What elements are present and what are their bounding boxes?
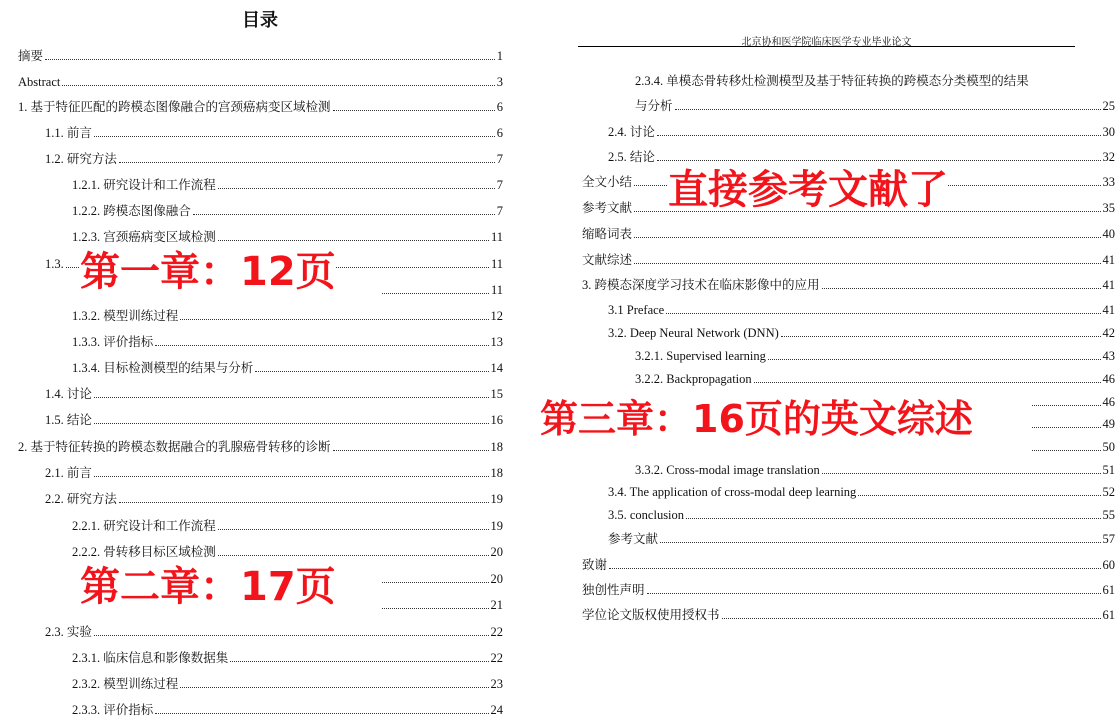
toc-leader-dots [382,608,489,609]
toc-entry [72,676,503,692]
toc-entry-page-number: 16 [490,413,503,427]
toc-entry [635,73,1029,89]
toc-entry-page-number: 40 [1102,227,1115,241]
toc-entry [608,124,1115,140]
toc-entry-label: 1.3.4. 目标检测模型的结果与分析 [72,361,254,375]
toc-entry-label: 2.1. 前言 [45,466,92,480]
toc-entry-label: 1.3.3. 评价指标 [72,335,154,349]
toc-entry-label: 2.2.2. 骨转移目标区域检测 [72,545,216,559]
toc-entry [18,99,503,115]
toc-entry-page-number: 57 [1102,532,1115,546]
toc-leader-dots [647,593,1101,594]
toc-entry-page-number: 7 [496,152,503,166]
toc-entry-page-number: 21 [490,598,503,612]
toc-entry-page-number: 11 [490,257,503,271]
toc-leader-dots [382,293,489,294]
toc-entry-page-number: 46 [1102,372,1115,386]
toc-leader-dots [657,160,1101,161]
toc-entry-page-number: 32 [1102,150,1115,164]
toc-entry-label: 1.3.2. 模型训练过程 [72,309,179,323]
toc-entry [635,371,1115,387]
toc-entry-label: 独创性声明 [582,583,645,597]
toc-entry [72,229,503,245]
page-header: 北京协和医学院临床医学专业毕业论文 [741,37,912,48]
toc-entry-page-number: 43 [1102,349,1115,363]
toc-title: 目录 [242,10,278,31]
toc-leader-dots [180,687,488,688]
toc-entry-page-number: 49 [1102,417,1115,431]
toc-entry-page-number: 7 [496,178,503,192]
toc-entry-page-number: 46 [1102,395,1115,409]
references-annotation: 直接参考文献了 [668,167,948,213]
toc-entry-page-number: 52 [1102,485,1115,499]
toc-leader-dots [62,85,494,86]
toc-entry [72,334,503,350]
toc-entry [582,226,1115,242]
toc-entry-label: 2.2.1. 研究设计和工作流程 [72,519,216,533]
toc-entry-label: 2.3. 实验 [45,625,92,639]
toc-entry [45,624,503,640]
toc-entry-page-number: 24 [490,703,503,717]
toc-entry [45,412,503,428]
toc-entry [608,531,1115,547]
toc-entry [72,544,503,560]
toc-entry-label: 2. 基于特征转换的跨模态数据融合的乳腺癌骨转移的诊断 [18,440,331,454]
toc-leader-dots [255,371,488,372]
toc-leader-dots [94,423,489,424]
toc-leader-dots [119,162,495,163]
toc-entry [635,348,1115,364]
toc-entry-page-number: 55 [1102,508,1115,522]
toc-leader-dots [94,635,489,636]
toc-entry [582,582,1115,598]
toc-entry-page-number: 33 [1102,175,1115,189]
toc-entry-page-number: 7 [496,204,503,218]
toc-leader-dots [94,136,495,137]
toc-leader-dots [45,59,495,60]
header-rule [578,46,1075,47]
toc-entry-page-number: 50 [1102,440,1115,454]
toc-entry [18,439,503,455]
toc-entry-label: 3.5. conclusion [608,508,685,522]
toc-entry-page-number: 42 [1102,326,1115,340]
toc-entry-label: 2.3.2. 模型训练过程 [72,677,179,691]
toc-entry [1030,416,1115,432]
toc-entry-label: 2.3.3. 评价指标 [72,703,154,717]
toc-entry [72,308,503,324]
toc-entry [582,607,1115,623]
toc-entry [72,360,503,376]
toc-leader-dots [1032,405,1101,406]
toc-entry-page-number: 6 [496,100,503,114]
toc-leader-dots [218,240,489,241]
toc-entry [380,597,503,613]
toc-entry [608,484,1115,500]
toc-leader-dots [754,382,1101,383]
toc-entry [72,650,503,666]
toc-entry-label: 1.5. 结论 [45,413,92,427]
toc-leader-dots [333,450,489,451]
toc-leader-dots [193,214,495,215]
toc-leader-dots [230,661,488,662]
left-toc-page [0,0,520,719]
toc-entry-label: 3.3.2. Cross-modal image translation [635,463,820,477]
toc-entry-label: Abstract [18,75,61,89]
toc-entry-page-number: 13 [490,335,503,349]
toc-leader-dots [1032,450,1101,451]
toc-entry-page-number: 18 [490,440,503,454]
toc-entry [608,302,1115,318]
toc-leader-dots [155,713,488,714]
toc-leader-dots [822,473,1101,474]
toc-entry-label: 1.2. 研究方法 [45,152,117,166]
toc-entry-label: 1.2.1. 研究设计和工作流程 [72,178,216,192]
toc-entry-page-number: 61 [1102,583,1115,597]
toc-leader-dots [858,495,1100,496]
toc-entry [380,282,503,298]
chapter1-annotation: 第一章：12页 [80,249,336,295]
toc-leader-dots [333,110,495,111]
toc-entry [72,702,503,718]
toc-entry [45,386,503,402]
toc-entry [380,571,503,587]
toc-entry-label: 致谢 [582,558,608,572]
toc-entry [45,125,503,141]
toc-entry-page-number: 19 [490,492,503,506]
toc-entry-page-number: 1 [496,49,503,63]
toc-entry-label: 参考文献 [582,201,633,215]
toc-entry [608,149,1115,165]
toc-entry [45,491,503,507]
toc-entry-label: 3.2. Deep Neural Network (DNN) [608,326,779,340]
toc-entry-label: 全文小结 [582,175,633,189]
toc-entry-page-number: 14 [490,361,503,375]
toc-entry-label: 文献综述 [582,253,633,267]
toc-entry-page-number: 20 [490,572,503,586]
toc-entry-label: 与分析 [635,99,673,113]
toc-entry-page-number: 35 [1102,201,1115,215]
toc-entry [635,98,1115,114]
toc-leader-dots [675,109,1101,110]
toc-entry-page-number: 41 [1102,278,1115,292]
toc-leader-dots [768,359,1101,360]
toc-leader-dots [822,288,1101,289]
toc-entry-page-number: 22 [490,625,503,639]
toc-entry [72,518,503,534]
toc-leader-dots [781,336,1101,337]
toc-entry-label: 缩略词表 [582,227,633,241]
toc-leader-dots [634,237,1100,238]
toc-entry [18,74,503,90]
toc-entry-page-number: 60 [1102,558,1115,572]
toc-entry [72,177,503,193]
toc-leader-dots [609,568,1100,569]
toc-entry-label: 1.1. 前言 [45,126,92,140]
toc-entry-page-number: 23 [490,677,503,691]
toc-entry-label: 1.2.2. 跨模态图像融合 [72,204,191,218]
toc-entry-page-number: 19 [490,519,503,533]
toc-entry [582,252,1115,268]
toc-entry [582,557,1115,573]
toc-entry-label: 1.4. 讨论 [45,387,92,401]
toc-entry-label: 1.2.3. 宫颈癌病变区域检测 [72,230,216,244]
toc-leader-dots [657,135,1101,136]
toc-leader-dots [218,188,495,189]
toc-entry-label: 摘要 [18,49,44,63]
toc-entry-page-number: 51 [1102,463,1115,477]
toc-leader-dots [382,582,489,583]
toc-leader-dots [155,345,488,346]
toc-entry-page-number: 41 [1102,303,1115,317]
toc-entry-label: 2.2. 研究方法 [45,492,117,506]
toc-entry [72,203,503,219]
toc-entry-page-number: 11 [490,230,503,244]
toc-leader-dots [180,319,488,320]
toc-entry [635,462,1115,478]
toc-entry-label: 3.1 Preface [608,303,665,317]
toc-entry-page-number: 41 [1102,253,1115,267]
toc-entry-label: 3.2.1. Supervised learning [635,349,766,363]
toc-entry [18,48,503,64]
toc-entry-page-number: 61 [1102,608,1115,622]
toc-entry [1030,394,1115,410]
toc-leader-dots [666,313,1100,314]
toc-leader-dots [722,618,1101,619]
toc-entry-label: 2.5. 结论 [608,150,655,164]
toc-leader-dots [686,518,1100,519]
toc-entry-page-number: 25 [1102,99,1115,113]
toc-entry [45,465,503,481]
toc-leader-dots [218,529,489,530]
toc-entry-page-number: 3 [496,75,503,89]
toc-entry-page-number: 20 [490,545,503,559]
toc-entry-label: 3.4. The application of cross-modal deep learning [608,485,857,499]
toc-entry-page-number: 15 [490,387,503,401]
toc-leader-dots [634,263,1100,264]
toc-entry-label: 1. 基于特征匹配的跨模态图像融合的宫颈癌病变区域检测 [18,100,331,114]
toc-leader-dots [94,476,489,477]
toc-entry-page-number: 30 [1102,125,1115,139]
chapter2-annotation: 第二章：17页 [80,564,336,610]
toc-leader-dots [1032,427,1101,428]
toc-entry-label: 3.2.2. Backpropagation [635,372,752,386]
right-toc-page [540,0,1115,719]
toc-entry [608,507,1115,523]
toc-entry-page-number: 6 [496,126,503,140]
chapter3-annotation: 第三章：16页的英文综述 [540,397,973,441]
toc-entry-label: 3. 跨模态深度学习技术在临床影像中的应用 [582,278,820,292]
toc-entry-label: 2.3.4. 单模态骨转移灶检测模型及基于特征转换的跨模态分类模型的结果 [635,74,1029,88]
toc-leader-dots [218,555,489,556]
toc-leader-dots [119,502,489,503]
toc-entry-page-number: 18 [490,466,503,480]
toc-entry-page-number: 11 [490,283,503,297]
toc-entry [582,277,1115,293]
toc-entry-label: 学位论文版权使用授权书 [582,608,720,622]
toc-entry-label: 2.4. 讨论 [608,125,655,139]
toc-entry [45,151,503,167]
toc-entry [608,325,1115,341]
toc-entry-page-number: 22 [490,651,503,665]
toc-entry-label: 2.3.1. 临床信息和影像数据集 [72,651,229,665]
toc-entry-label: 1.3. [45,257,64,271]
toc-leader-dots [94,397,489,398]
toc-entry-label: 参考文献 [608,532,659,546]
toc-entry-page-number: 12 [490,309,503,323]
toc-leader-dots [660,542,1100,543]
toc-entry [1030,439,1115,455]
